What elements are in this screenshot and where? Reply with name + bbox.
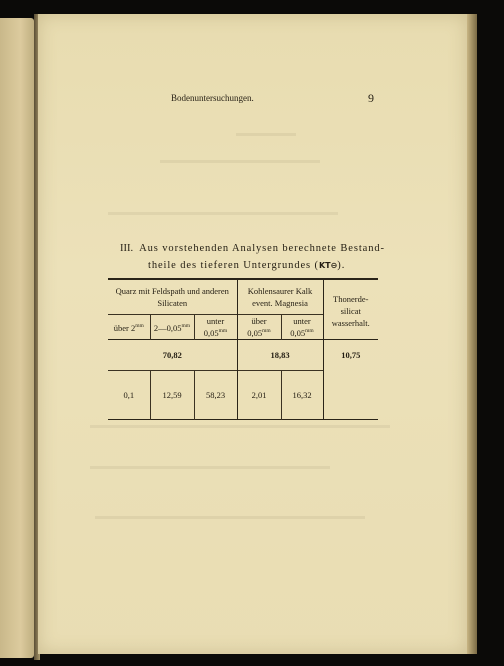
value-coarse: 0,1 [108, 371, 150, 420]
subheader-carbonate-coarse: über $0,05^{mm}$ [237, 315, 281, 340]
group-header-carbonate: Kohlensaurer Kalk event. Magnesia [237, 279, 323, 315]
value-fine: 58,23 [194, 371, 237, 420]
table-heading [120, 240, 390, 274]
soil-symbol: KT⊖ [318, 261, 338, 270]
subheader-medium: $2—0,05^{mm}$ [150, 315, 194, 340]
facing-page-edge [0, 18, 34, 658]
heading-numeral: III. [120, 243, 134, 254]
show-through [95, 516, 365, 519]
page-stack-edge [467, 14, 477, 654]
value-carbonate-fine: 16,32 [281, 371, 323, 420]
group-header-clay [323, 279, 378, 340]
running-head: Bodenuntersuchungen. [171, 93, 254, 103]
heading-line-1: Aus vorstehenden Analysen berechnete Bestand- [139, 243, 385, 254]
show-through [108, 212, 338, 215]
subheader-carbonate-fine: unter $0,05^{mm}$ [281, 315, 323, 340]
value-medium: 12,59 [150, 371, 194, 420]
total-clay: 10,75 [323, 340, 378, 371]
total-quartz: 70,82 [162, 350, 182, 360]
subheader-fine: unter $0,05^{mm}$ [194, 315, 237, 340]
show-through [236, 133, 296, 136]
total-carbonate: 18,83 [237, 340, 323, 371]
show-through [160, 160, 320, 163]
value-carbonate-coarse: 2,01 [237, 371, 281, 420]
heading-line-2: theile des tieferen Untergrundes ( [148, 260, 319, 271]
heading-line-2-end: ). [337, 260, 346, 271]
subheader-coarse: über $2^{mm}$ [108, 315, 150, 340]
analysis-table [108, 278, 378, 420]
show-through [90, 425, 390, 428]
clay-label: Thonerde-silicat wasserhalt. [331, 293, 370, 328]
value-clay [323, 371, 378, 420]
show-through [90, 466, 330, 469]
page-number: 9 [368, 91, 374, 105]
group-header-quartz: Quarz mit Feldspath und anderen Silicaten [115, 286, 229, 308]
